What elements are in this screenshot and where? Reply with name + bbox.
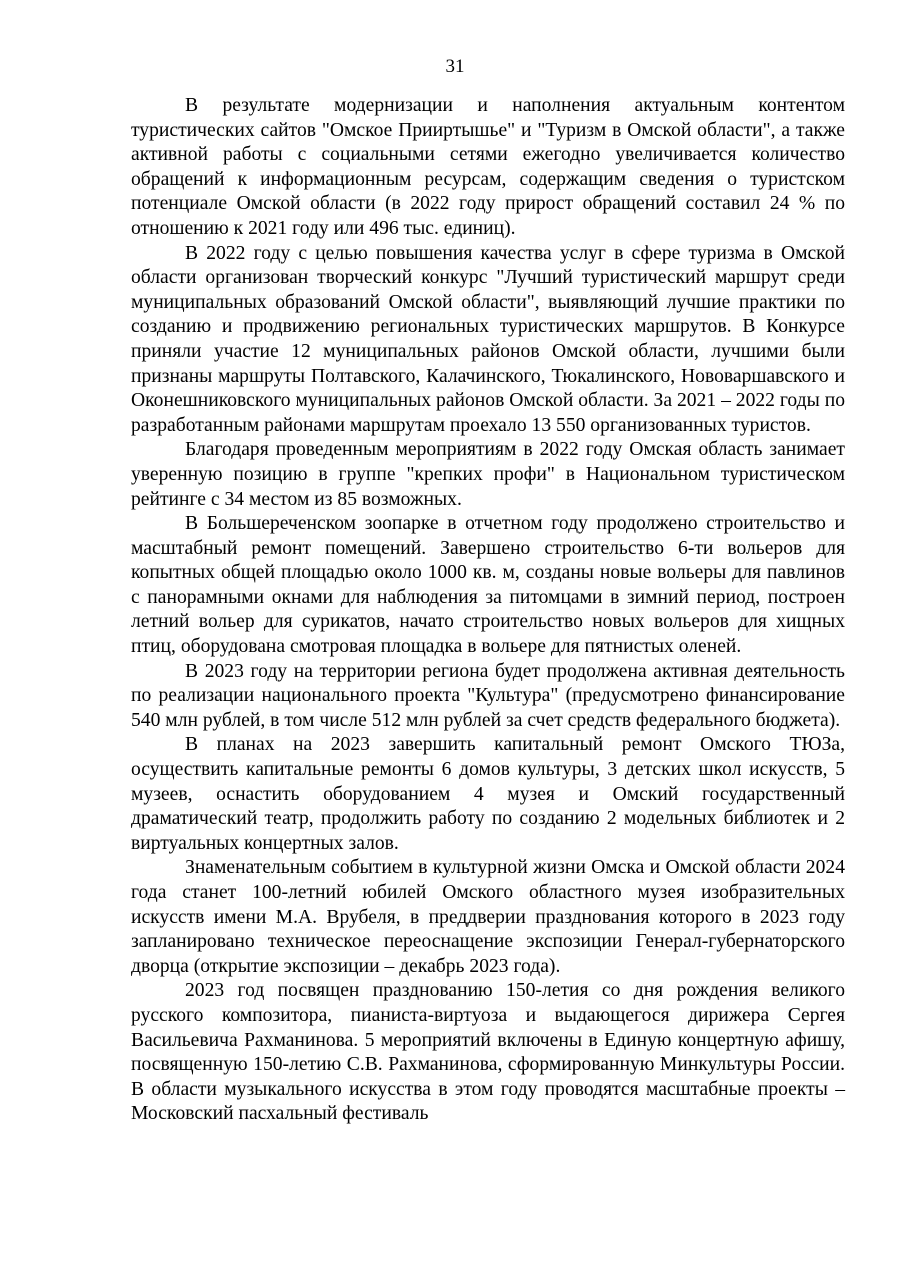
paragraph-tourism-websites: В результате модернизации и наполнения актуальным контентом туристических сайтов "Омское Прииртышье" и "Туризм в Омской области", а также активной работы с социальными сетями ежегодно увеличивается количество обращений к информационным ресурсам, содержащим сведения о туристском потенциале Омской области (в 2022 году прирост обращений составил 24 % по отношению к 2021 году или 496 тыс. единиц). (131, 95, 845, 239)
paragraph-zoo: В Большереченском зоопарке в отчетном году продолжено строительство и масштабный ремонт помещений. Завершено строительство 6-ти вольеров для копытных общей площадью около 1000 кв. м, созданы новые вольеры для павлинов с панорамными окнами для наблюдения за питомцами в зимний период, построен летний вольер для сурикатов, начато строительство новых вольеров для хищных птиц, оборудована смотровая площадка в вольере для пятнистых оленей. (131, 513, 845, 658)
document-body (131, 94, 845, 1127)
paragraph-national-project: В 2023 году на территории региона будет продолжена активная деятельность по реализации национального проекта "Культура" (предусмотрено финансирование 540 млн рублей, в том числе 512 млн рублей за счет средств федерального бюджета). (131, 660, 845, 731)
paragraph-rachmaninov: 2023 год посвящен празднованию 150-летия со дня рождения великого русского композитора, пианиста-виртуоза и выдающегося дирижера Сергея Васильевича Рахманинова. 5 мероприятий включены в Единую концертную афишу, посвященную 150-летию С.В. Рахманинова, сформированную Минкультуры России. В области музыкального искусства в этом году проводятся масштабные проекты – Московский пасхальный фестиваль (131, 980, 845, 1125)
paragraph-culture-plans: В планах на 2023 завершить капитальный ремонт Омского ТЮЗа, осуществить капитальные ремонты 6 домов культуры, 3 детских школ искусств, 5 музеев, оснастить оборудованием 4 музея и Омский государственный драматический театр, продолжить работу по созданию 2 модельных библиотек и 2 виртуальных концертных залов. (131, 734, 845, 854)
paragraph-museum-jubilee: Знаменательным событием в культурной жизни Омска и Омской области 2024 года станет 100-летний юбилей Омского областного музея изобразительных искусств имени М.А. Врубеля, в преддверии празднования которого в 2023 году запланировано техническое переоснащение экспозиции Генерал-губернаторского дворца (открытие экспозиции – декабрь 2023 года). (131, 857, 845, 977)
page-number: 31 (445, 56, 465, 77)
paragraph-tourism-contest: В 2022 году с целью повышения качества услуг в сфере туризма в Омской области организован творческий конкурс "Лучший туристический маршрут среди муниципальных образований Омской области", выявляющий лучшие практики по созданию и продвижению региональных туристических маршрутов. В Конкурсе приняли участие 12 муниципальных районов Омской области, лучшими были признаны маршруты Полтавского, Калачинского, Тюкалинского, Нововаршавского и Оконешниковского муниципальных районов Омской области. За 2021 – 2022 годы по разработанным районами маршрутам проехало 13 550 организованных туристов. (131, 242, 845, 436)
paragraph-tourism-rating: Благодаря проведенным мероприятиям в 2022 году Омская область занимает уверенную позицию в группе "крепких профи" в Национальном туристическом рейтинге с 34 местом из 85 возможных. (131, 439, 845, 510)
